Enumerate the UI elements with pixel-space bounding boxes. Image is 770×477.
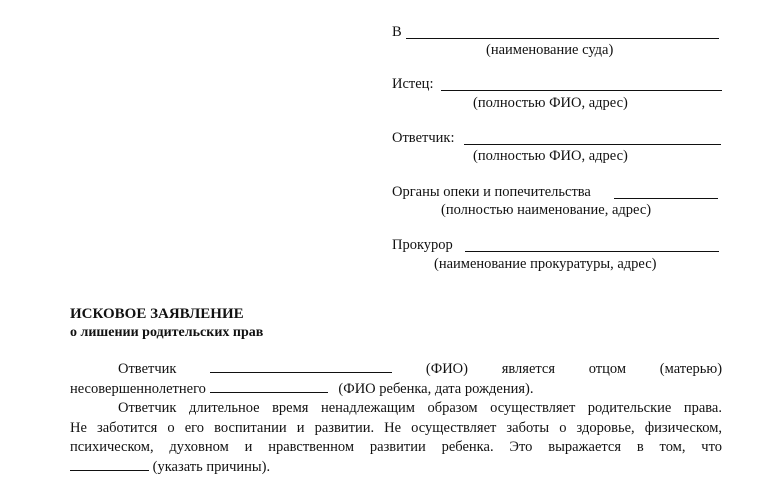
paragraph-2-line-1: Ответчик длительное время ненадлежащим образом осуществляет родительские права.	[70, 399, 722, 419]
paragraph-2-line-3: психическом, духовном и нравственном развитии ребенка. Это выражается в том, что	[70, 438, 722, 458]
plaintiff-label: Истец:	[392, 75, 433, 93]
word-is: является	[502, 361, 555, 377]
prosecutor-caption: (наименование прокуратуры, адрес)	[434, 255, 657, 273]
defendant-name-blank	[210, 360, 392, 373]
word-mother: (матерью)	[660, 361, 722, 377]
claim-body	[70, 360, 722, 477]
child-name-blank	[210, 380, 328, 393]
word-defendant: Ответчик	[118, 361, 176, 377]
prosecutor-blank	[465, 251, 719, 252]
word-father: отцом	[589, 361, 626, 377]
reasons-caption: (указать причины).	[153, 459, 270, 475]
guardianship-label: Органы опеки и попечительства	[392, 183, 591, 201]
reasons-blank	[70, 458, 149, 471]
court-caption: (наименование суда)	[486, 41, 613, 59]
guardianship-caption: (полностью наименование, адрес)	[441, 201, 651, 219]
paragraph-1-line-1	[70, 360, 722, 380]
word-minor: несовершеннолетнего	[70, 381, 206, 397]
court-blank	[406, 38, 719, 39]
paragraph-2-line-4	[70, 458, 722, 477]
prosecutor-label: Прокурор	[392, 236, 453, 254]
defendant-caption: (полностью ФИО, адрес)	[473, 147, 628, 165]
document-title: ИСКОВОЕ ЗАЯВЛЕНИЕ	[70, 305, 244, 323]
guardianship-blank	[614, 198, 718, 199]
court-label: В	[392, 23, 402, 41]
paragraph-1-line-2	[70, 380, 722, 400]
plaintiff-blank	[441, 90, 722, 91]
plaintiff-caption: (полностью ФИО, адрес)	[473, 94, 628, 112]
word-fio: (ФИО)	[426, 361, 468, 377]
child-info-caption: (ФИО ребенка, дата рождения).	[338, 381, 533, 397]
defendant-blank	[464, 144, 721, 145]
paragraph-2-line-2: Не заботится о его воспитании и развитии. Не осуществляет заботы о здоровье, физическом,	[70, 419, 722, 439]
defendant-label: Ответчик:	[392, 129, 454, 147]
document-subtitle: о лишении родительских прав	[70, 324, 263, 342]
